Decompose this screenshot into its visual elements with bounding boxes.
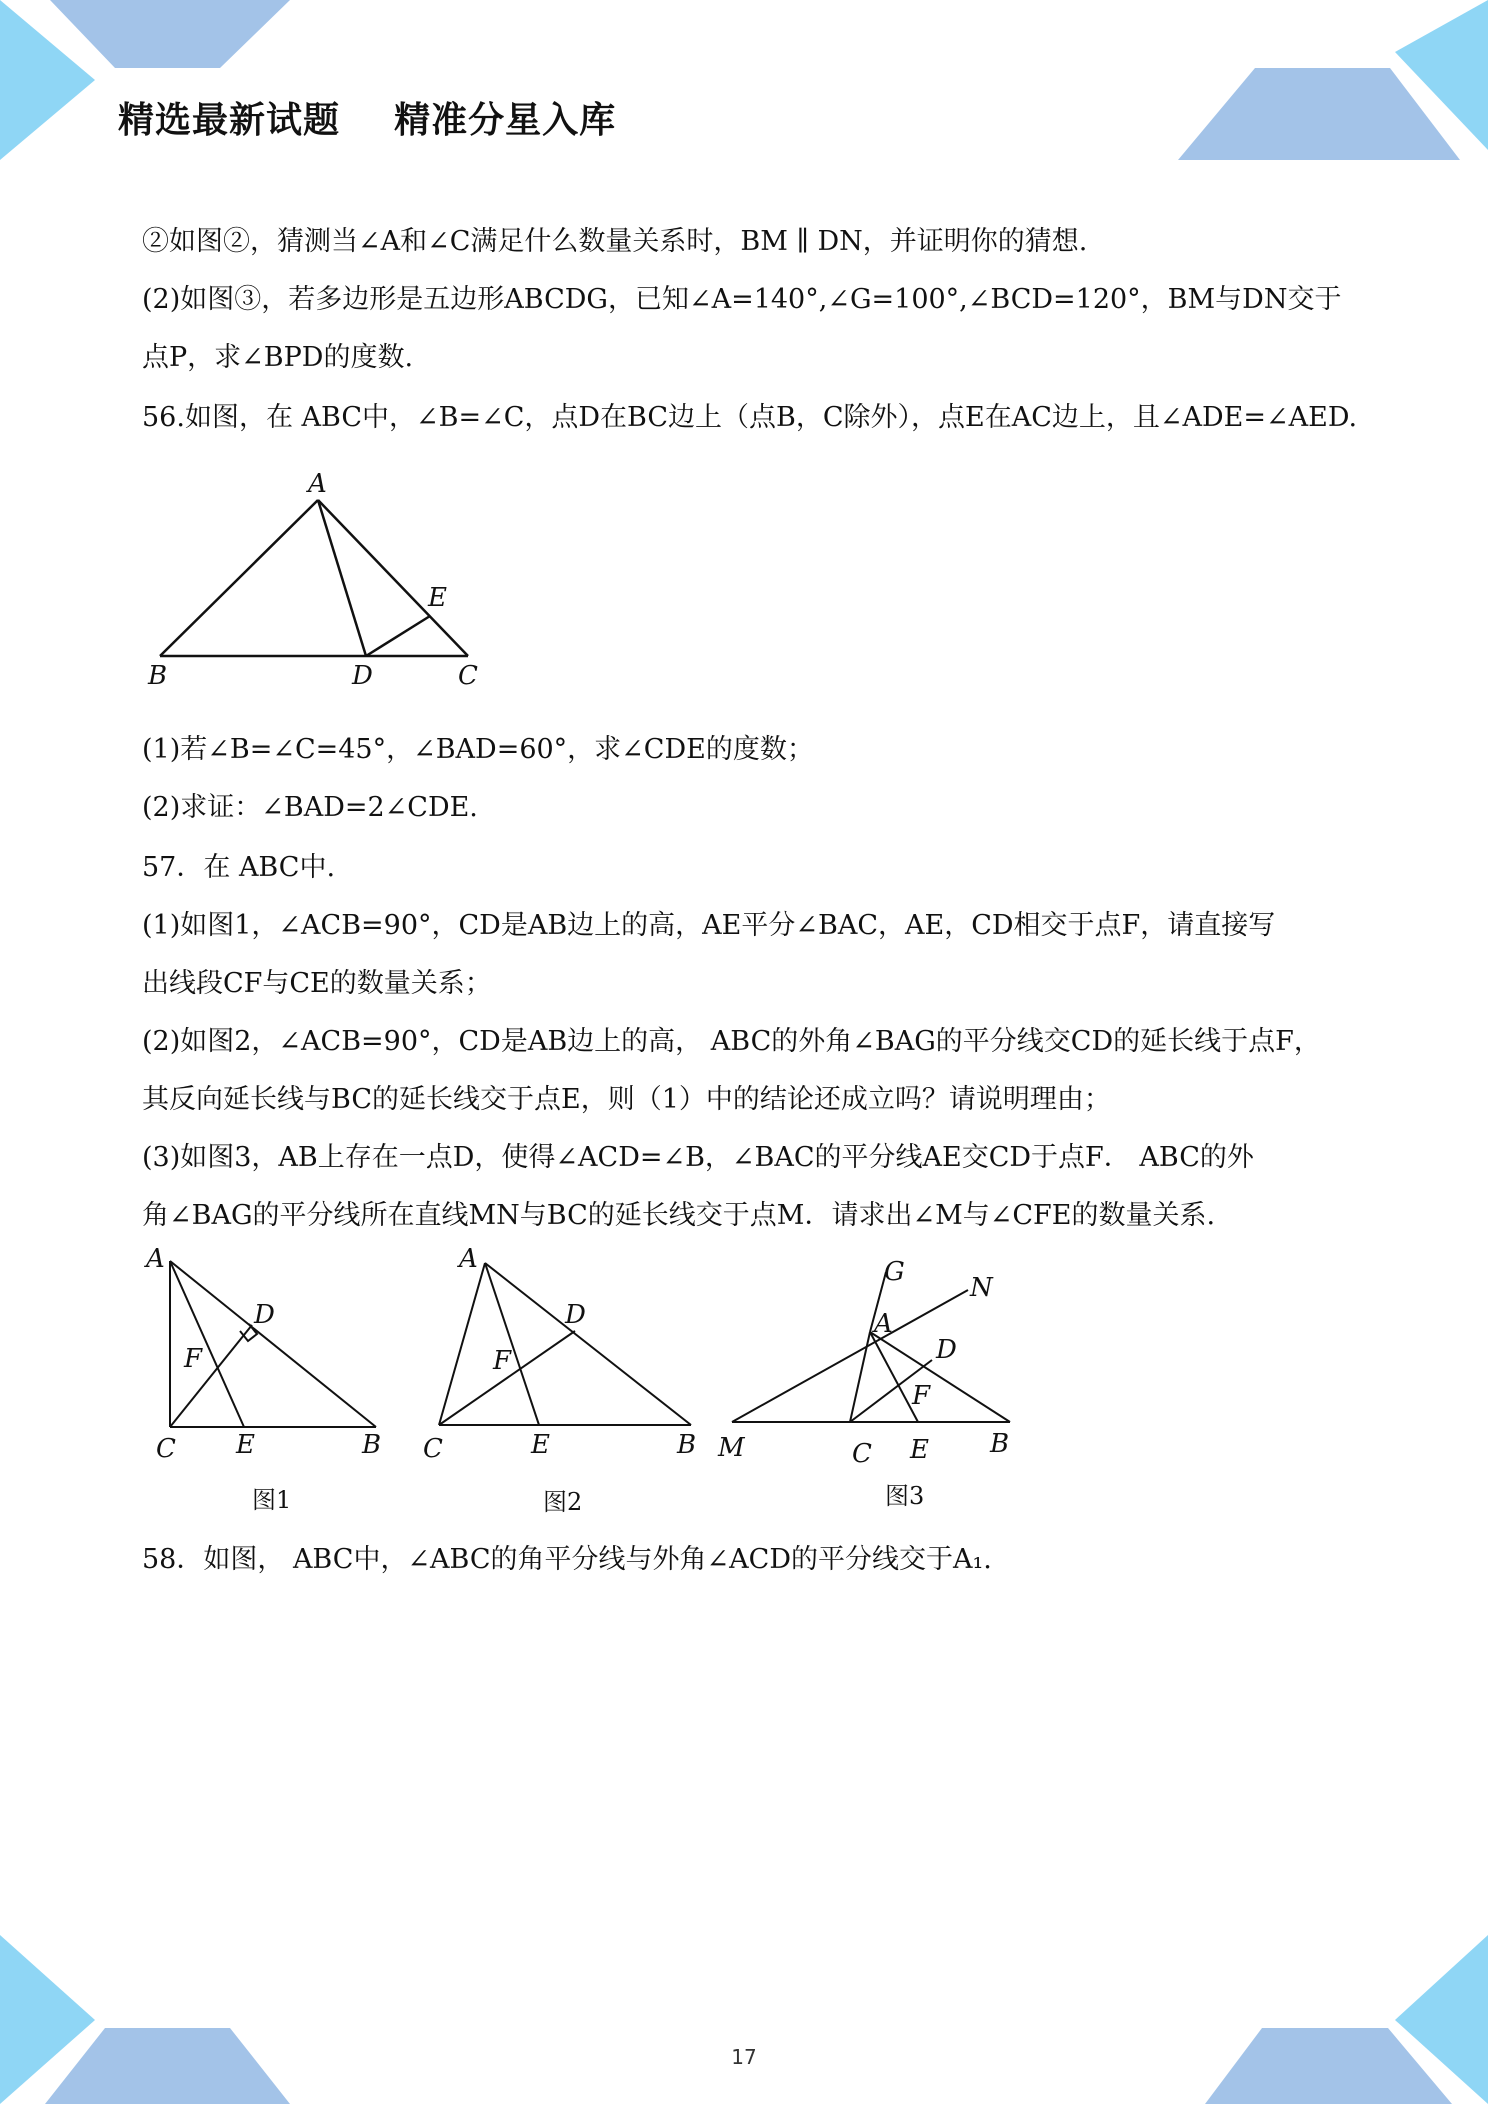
top-left-trapezoid xyxy=(50,0,290,68)
label-B: B xyxy=(362,1430,382,1460)
figure-3-caption: 图3 xyxy=(885,1482,925,1510)
page-number: 17 xyxy=(731,2045,757,2069)
label-E: E xyxy=(236,1430,255,1460)
label-B: B xyxy=(677,1430,697,1460)
text-line: 点P，求∠BPD的度数. xyxy=(142,342,414,373)
text-line: (2)如图③，若多边形是五边形ABCDG，已知∠A=140°,∠G=100°,∠BCD=120°，BM与DN交于 xyxy=(142,284,1342,315)
label-D: D xyxy=(352,661,373,691)
label-E: E xyxy=(910,1435,929,1465)
label-C: C xyxy=(852,1439,872,1465)
top-right-band xyxy=(1178,68,1460,160)
label-A: A xyxy=(874,1309,893,1339)
problem-56-text: 56.如图，在 ABC中，∠B=∠C，点D在BC边上（点B，C除外），点E在AC边上，且∠ADE=∠AED. xyxy=(142,402,1358,433)
text-line: (2)求证：∠BAD=2∠CDE. xyxy=(142,792,478,823)
text-line: 角∠BAG的平分线所在直线MN与BC的延长线交于点M．请求出∠M与∠CFE的数量关系. xyxy=(142,1200,1216,1231)
label-A: A xyxy=(308,470,327,499)
label-B: B xyxy=(990,1429,1010,1459)
text-line: (3)如图3，AB上存在一点D，使得∠ACD=∠B，∠BAC的平分线AE交CD于点F． ABC的外 xyxy=(142,1142,1254,1173)
figure-1-caption: 图1 xyxy=(252,1486,292,1514)
problem-57-text: 57．在 ABC中. xyxy=(142,852,336,883)
figure-2 xyxy=(415,1245,705,1465)
figure-3 xyxy=(710,1250,1030,1465)
label-A: A xyxy=(459,1245,478,1274)
label-C: C xyxy=(156,1434,176,1464)
label-B: B xyxy=(148,661,168,691)
label-E: E xyxy=(428,583,447,613)
text-line: 其反向延长线与BC的延长线交于点E，则（1）中的结论还成立吗？请说明理由； xyxy=(142,1084,1111,1115)
label-C: C xyxy=(423,1434,443,1464)
figure-2-caption: 图2 xyxy=(543,1488,583,1516)
label-F: F xyxy=(912,1381,931,1411)
label-E: E xyxy=(531,1430,550,1460)
label-N: N xyxy=(970,1273,993,1303)
problem-58-text: 58．如图， ABC中，∠ABC的角平分线与外角∠ACD的平分线交于A₁. xyxy=(142,1544,992,1575)
label-F: F xyxy=(493,1346,512,1376)
label-D: D xyxy=(254,1300,275,1330)
figure-1 xyxy=(140,1245,400,1465)
text-line: (1)若∠B=∠C=45°，∠BAD=60°，求∠CDE的度数； xyxy=(142,734,814,765)
text-line: 出线段CF与CE的数量关系； xyxy=(142,968,492,999)
label-A: A xyxy=(146,1245,165,1274)
text-line: (2)如图2，∠ACB=90°，CD是AB边上的高， ABC的外角∠BAG的平分线交CD的延长线于点F， xyxy=(142,1026,1321,1057)
label-C: C xyxy=(458,661,478,691)
label-F: F xyxy=(184,1344,203,1374)
header-title: 精选最新试题 精准分星入库 xyxy=(118,100,617,141)
text-line: (1)如图1，∠ACB=90°，CD是AB边上的高，AE平分∠BAC，AE，CD相交于点F，请直接写 xyxy=(142,910,1276,941)
label-D: D xyxy=(936,1335,957,1365)
label-D: D xyxy=(565,1300,586,1330)
text-line: ②如图②，猜测当∠A和∠C满足什么数量关系时，BM ∥ DN，并证明你的猜想. xyxy=(142,226,1088,257)
figure-56 xyxy=(140,470,500,695)
label-M: M xyxy=(718,1433,745,1463)
label-G: G xyxy=(884,1257,905,1287)
